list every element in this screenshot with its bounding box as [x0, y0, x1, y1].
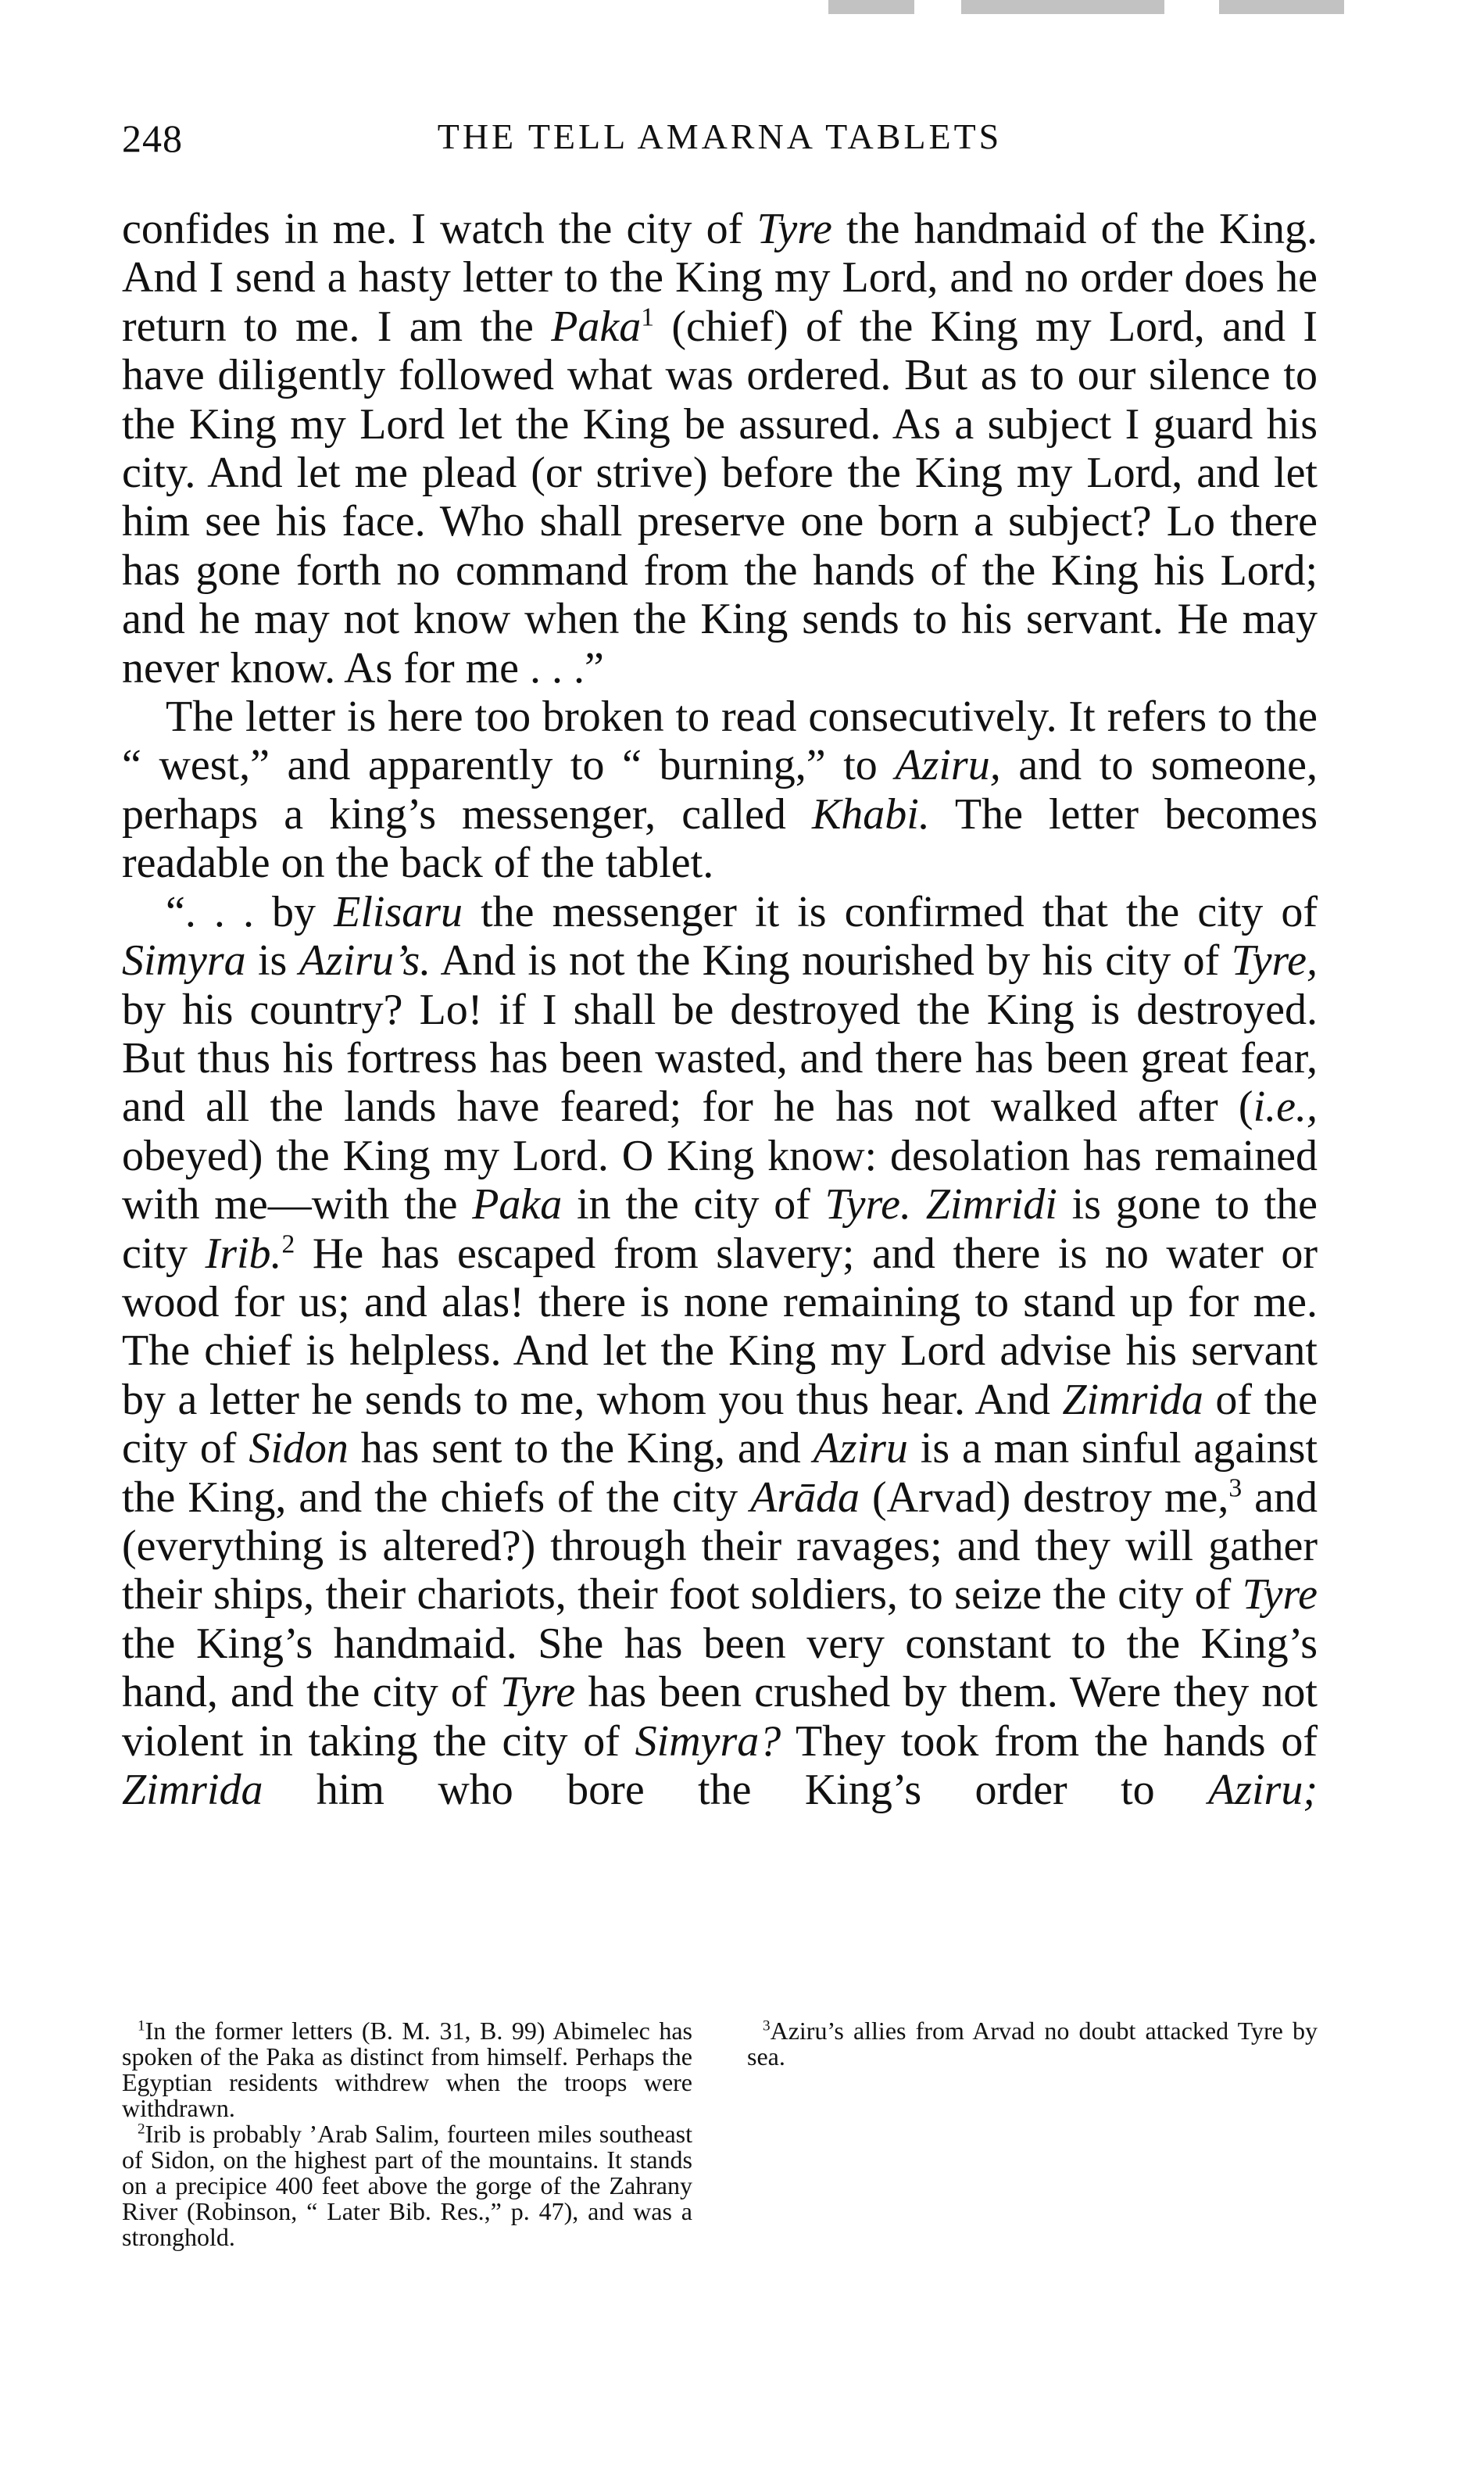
text-run: the handmaid of the King. And I send a hasty letter to the King my Lord, and no order does he return to me. I am the — [122, 205, 1318, 351]
place-name-tyre: Tyre. — [824, 1180, 912, 1229]
text-run — [911, 1180, 926, 1229]
page-number: 248 — [122, 116, 183, 160]
paragraph-1 — [122, 205, 1318, 693]
text-run: confides in me. I watch the city of — [122, 205, 757, 253]
footnote-mark-2: 2 — [138, 2121, 145, 2138]
name-khabi: Khabi. — [811, 789, 930, 839]
place-name-simyra: Simyra — [122, 936, 246, 986]
running-head: THE TELL AMARNA TABLETS — [437, 116, 1003, 156]
page-header — [122, 116, 1318, 170]
footnotes — [122, 2018, 1318, 2250]
place-name-tyre: Tyre — [1242, 1570, 1318, 1620]
footnote-3-text: Aziru’s allies from Arvad no doubt attacked Tyre by sea. — [747, 2017, 1318, 2071]
footnote-ref-1: 1 — [641, 302, 655, 332]
name-zimrida: Zimrida — [122, 1766, 263, 1814]
place-name-sidon: Sidon — [249, 1424, 349, 1473]
place-name-tyre: Tyre, — [1231, 936, 1318, 986]
place-name-arada: Arāda — [750, 1473, 860, 1522]
place-name-tyre: Tyre — [499, 1668, 576, 1717]
footnote-mark-3: 3 — [763, 2017, 771, 2035]
footnote-mark-1: 1 — [138, 2017, 145, 2035]
name-aziru: Aziru, — [895, 741, 1001, 790]
footnote-1-text: In the former letters (B. M. 31, B. 99) Abimelec has spoken of the Paka as distinct from himself. Perhaps the Egyptian residents withdrew when the troops were withdrawn. — [122, 2017, 692, 2122]
footnote-1 — [122, 2018, 692, 2121]
footnote-column-right — [747, 2018, 1318, 2250]
scan-artifact — [828, 0, 914, 14]
name-elisaru: Elisaru — [334, 887, 463, 936]
place-name-simyra: Simyra? — [635, 1716, 781, 1766]
name-aziru: Aziru — [813, 1424, 908, 1473]
text-run: is — [245, 936, 299, 986]
paragraph-2 — [122, 693, 1318, 888]
text-run: (chief) of the King my Lord, and I have diligently followed what was ordered. But as to our silence to the King my Lord let the King be assured. As a subject I guard his city. And let me plead (or strive) before the King my Lord, and let him see his face. Who shall preserve one born a subject? Lo there has gone forth no command from the hands of the King his Lord; and he may not know when the King sends to his servant. He may never know. As for me . . .” — [122, 302, 1318, 693]
text-run: of the city of — [122, 1375, 1318, 1473]
text-run: the King’s handmaid. She has been very constant to the King’s hand, and the city of — [122, 1619, 1318, 1717]
text-run: is gone to the city — [122, 1180, 1318, 1278]
text-run: by his country? Lo! if I shall be destroyed the King is destroyed. But thus his fortress has been wasted, and there has been great fear, and all the lands have feared; for he has not walked after ( — [122, 985, 1318, 1132]
body-text — [122, 205, 1318, 1814]
text-run: him who bore the King’s order to — [263, 1766, 1208, 1814]
paragraph-3 — [122, 888, 1318, 1815]
text-run: in the city of — [562, 1180, 825, 1229]
text-run: “. . . by — [166, 887, 334, 936]
name-zimrida: Zimrida — [1062, 1375, 1203, 1424]
name-azirus: Aziru’s. — [299, 936, 431, 986]
footnote-2 — [122, 2121, 692, 2250]
footnote-2-text: Irib is probably ’Arab Salim, fourteen miles southeast of Sidon, on the highest part of the mountains. It stands on a precipice 400 feet above the gorge of the Zahrany River (Robinson, “ Later Bib. Res.,” p. 47), and was a stronghold. — [122, 2120, 692, 2251]
text-run: And is not the King nourished by his city of — [431, 936, 1232, 986]
text-run: The letter becomes readable on the back of the tablet. — [122, 789, 1318, 888]
scan-artifact — [1219, 0, 1344, 14]
name-aziru: Aziru; — [1208, 1766, 1318, 1814]
text-run: They took from the hands of — [781, 1716, 1318, 1766]
text-run: and (everything is altered?) through their ravages; and they will gather their ships, their chariots, their foot soldiers, to seize the city of — [122, 1473, 1318, 1620]
text-run: He has escaped from slavery; and there is no water or wood for us; and alas! there is none remaining to stand up for me. The chief is helpless. And let the King my Lord advise his servant by a letter he sends to me, whom you thus hear. And — [122, 1229, 1318, 1424]
footnote-3 — [747, 2018, 1318, 2070]
place-name-irib: Irib. — [205, 1229, 282, 1278]
footnote-column-left — [122, 2018, 692, 2250]
text-run: and to someone, perhaps a king’s messenger, called — [122, 741, 1318, 839]
footnote-ref-3: 3 — [1228, 1473, 1243, 1502]
footnote-ref-2: 2 — [281, 1229, 295, 1258]
text-run: has sent to the King, and — [348, 1424, 814, 1473]
text-run: The letter is here too broken to read consecutively. It refers to the “ west,” and apparently to “ burning,” to — [122, 693, 1318, 790]
name-zimridi: Zimridi — [925, 1180, 1057, 1229]
scan-artifact — [961, 0, 1164, 14]
place-name-tyre: Tyre — [756, 205, 832, 253]
text-run: obeyed) the King my Lord. O King know: desolation has remained with me—with the — [122, 1131, 1318, 1229]
text-run: is a man sinful against the King, and the chiefs of the city — [122, 1424, 1318, 1522]
term-paka: Paka — [472, 1180, 563, 1229]
text-run: (Arvad) destroy me, — [860, 1473, 1229, 1522]
text-run: has been crushed by them. Were they not violent in taking the city of — [122, 1668, 1318, 1766]
term-paka: Paka — [551, 302, 642, 351]
text-run: the messenger it is confirmed that the city of — [463, 887, 1318, 936]
abbrev-ie: i.e., — [1253, 1083, 1318, 1132]
